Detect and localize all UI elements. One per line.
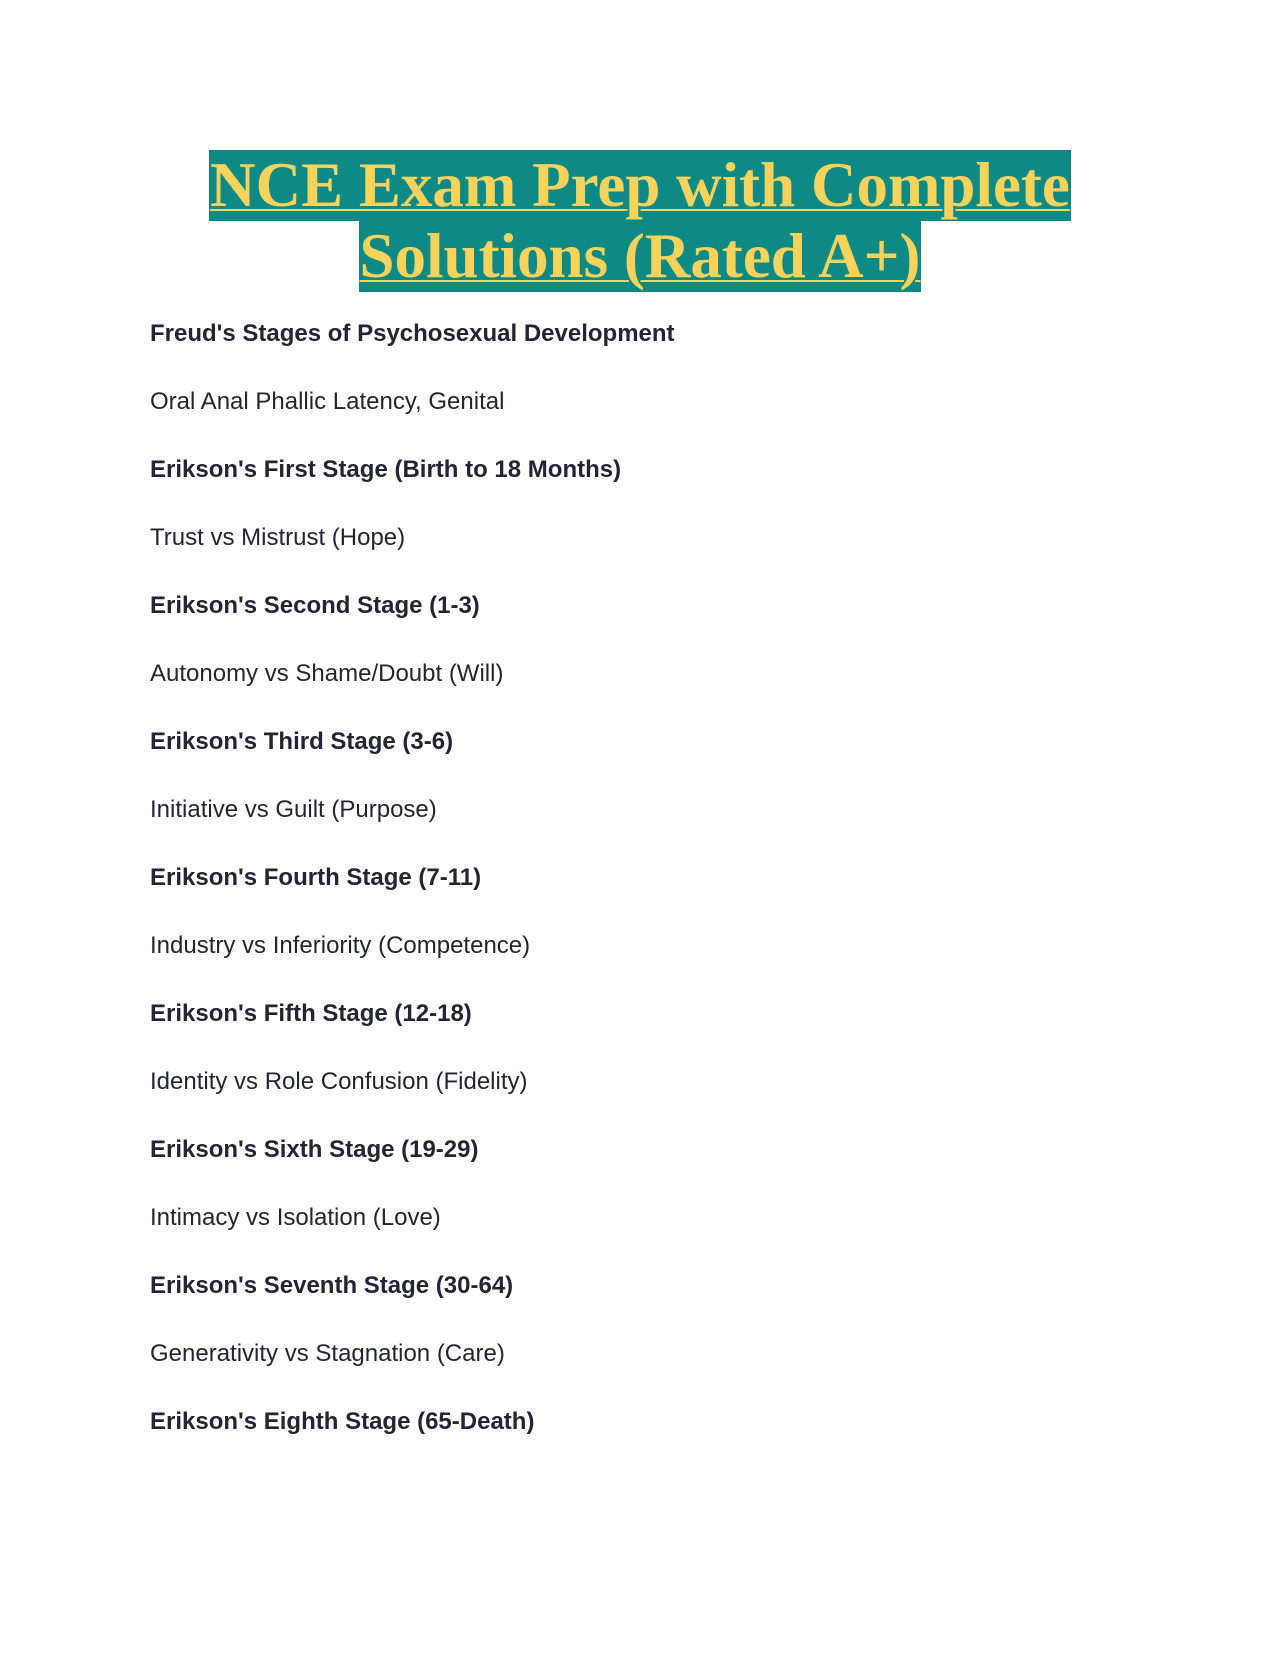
flashcard-item xyxy=(150,440,1150,576)
document-title xyxy=(0,150,1280,292)
question-text: Erikson's Sixth Stage (19-29) xyxy=(150,1136,479,1163)
title-line-2: Solutions (Rated A+) xyxy=(359,221,921,291)
flashcard-item xyxy=(150,848,1150,984)
answer-text: Autonomy vs Shame/Doubt (Will) xyxy=(150,660,504,687)
question-text: Erikson's First Stage (Birth to 18 Months) xyxy=(150,456,622,483)
question-text: Erikson's Fifth Stage (12-18) xyxy=(150,1000,472,1027)
question-text: Erikson's Seventh Stage (30-64) xyxy=(150,1272,514,1299)
flashcard-list xyxy=(150,304,1150,1460)
question-text: Erikson's Third Stage (3-6) xyxy=(150,728,454,755)
answer-text: Generativity vs Stagnation (Care) xyxy=(150,1340,505,1367)
flashcard-item xyxy=(150,984,1150,1120)
answer-text: Identity vs Role Confusion (Fidelity) xyxy=(150,1068,528,1095)
answer-text: Oral Anal Phallic Latency, Genital xyxy=(150,388,505,415)
title-line-1: NCE Exam Prep with Complete xyxy=(210,150,1070,220)
answer-text: Industry vs Inferiority (Competence) xyxy=(150,932,531,959)
question-text: Erikson's Eighth Stage (65-Death) xyxy=(150,1408,535,1435)
flashcard-item xyxy=(150,1392,1150,1460)
answer-text: Trust vs Mistrust (Hope) xyxy=(150,524,406,551)
answer-text: Intimacy vs Isolation (Love) xyxy=(150,1204,441,1231)
question-text: Erikson's Second Stage (1-3) xyxy=(150,592,480,619)
flashcard-item xyxy=(150,712,1150,848)
question-text: Erikson's Fourth Stage (7-11) xyxy=(150,864,482,891)
flashcard-item xyxy=(150,576,1150,712)
flashcard-item xyxy=(150,1120,1150,1256)
flashcard-item xyxy=(150,304,1150,440)
flashcard-item xyxy=(150,1256,1150,1392)
answer-text: Initiative vs Guilt (Purpose) xyxy=(150,796,437,823)
question-text: Freud's Stages of Psychosexual Development xyxy=(150,320,675,347)
